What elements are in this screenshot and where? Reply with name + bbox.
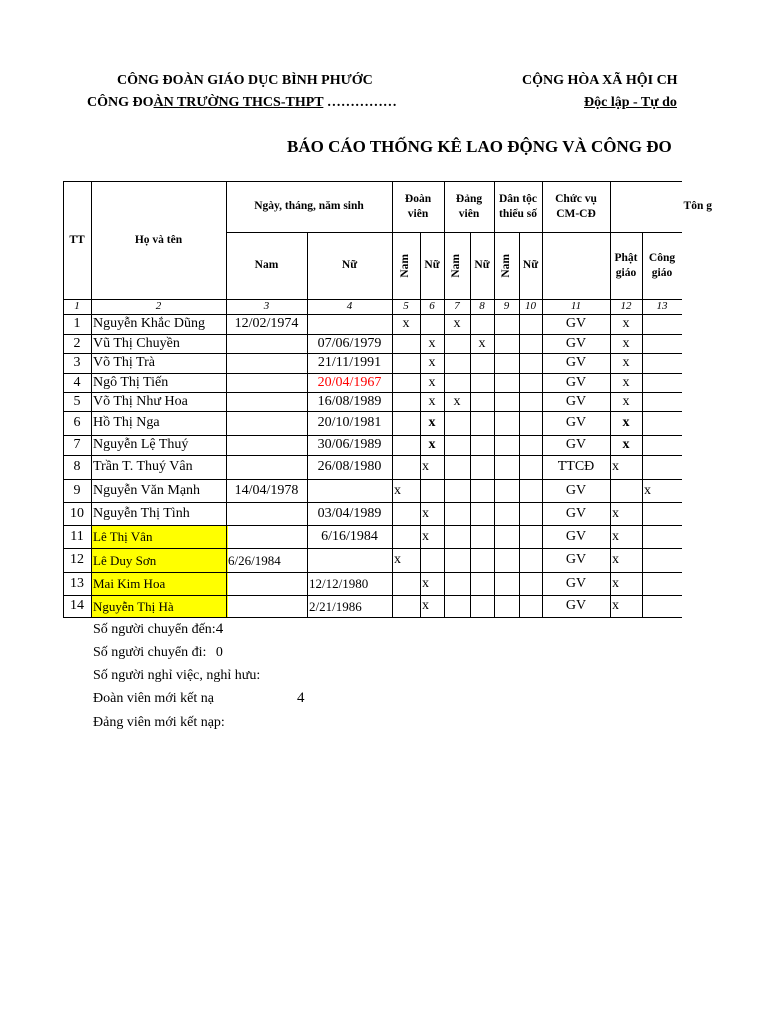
grid-col (392, 181, 393, 618)
cell-dt-nu (519, 502, 542, 525)
transferred-out-value: 0 (215, 645, 223, 660)
cell-dt-nam (494, 392, 519, 411)
cell-pos: GV (565, 374, 587, 390)
grid-row (63, 617, 682, 618)
cell-phat: x (612, 575, 619, 591)
cell-pos: GV (565, 415, 587, 430)
cell-pos: GV (565, 393, 587, 409)
header-ethnic-female: Nữ (522, 259, 539, 272)
cell-cong (642, 353, 682, 373)
cell-tt: 5 (73, 393, 81, 409)
cell-cong (642, 595, 684, 617)
cell-name: Mai Kim Hoa (91, 572, 228, 595)
col-number: 1 (74, 300, 80, 312)
cell-pos: GV (565, 575, 587, 591)
cell-dv-nam (392, 572, 422, 595)
cell-name: Nguyễn Thị Hà (91, 595, 228, 617)
header-union-l1: Đoàn (404, 193, 432, 206)
cell-name: Nguyễn Lệ Thuý (93, 437, 189, 452)
cell-male-dob (226, 334, 307, 353)
header-catholic-l2: giáo (651, 266, 673, 279)
cell-cong (642, 455, 684, 479)
cell-dt-nu (519, 411, 542, 435)
cell-dt-nam (494, 373, 519, 392)
cell-dt-nam (494, 548, 519, 572)
cell-dv-nam (392, 411, 420, 435)
header-ethnic-l2: thiểu số (498, 207, 538, 220)
transferred-out-label: Số người chuyển đi: (93, 645, 207, 660)
transferred-in-value: 4 (215, 621, 224, 637)
cell-cong (642, 334, 682, 353)
grid-col (470, 232, 471, 618)
header-party-male-label: Nam (450, 253, 463, 278)
cell-phat (610, 479, 644, 502)
header-ethnic (494, 181, 542, 232)
cell-female-dob: 30/06/1989 (317, 437, 382, 452)
cell-dang-nam (444, 595, 470, 617)
cell-phat: x (612, 528, 619, 544)
cell-dv-nam (392, 525, 422, 548)
cell-dt-nam (494, 479, 519, 502)
header-union-female: Nữ (424, 259, 440, 272)
summary-retired: Số người nghỉ việc, nghỉ hưu: (93, 668, 261, 683)
cell-cong (642, 435, 682, 455)
cell-dt-nam (494, 572, 519, 595)
header-catholic (642, 232, 682, 299)
grid-row (63, 502, 682, 503)
cell-cong (642, 572, 684, 595)
cell-dt-nam (494, 353, 519, 373)
cell-name: Võ Thị Như Hoa (93, 393, 188, 409)
cell-dv-nu: x (422, 528, 429, 544)
national-title-line1: CỘNG HÒA XÃ HỘI CH (522, 73, 678, 88)
cell-dv-nam (392, 373, 420, 392)
cell-cong (642, 502, 684, 525)
cell-tt: 2 (73, 335, 81, 351)
cell-pos: TTCĐ (557, 459, 595, 474)
header-dob-male: Nam (254, 259, 279, 272)
cell-tt: 7 (73, 437, 81, 452)
cell-pos: GV (565, 598, 587, 613)
cell-dv-nam: x (394, 482, 401, 498)
cell-female-dob: 21/11/1991 (317, 355, 382, 370)
cell-female-dob (307, 548, 392, 572)
header-position-l1: Chức vụ (555, 193, 597, 206)
cell-cong (642, 373, 682, 392)
cell-name: Ngô Thị Tiến (93, 374, 169, 390)
header-catholic-l1: Công (648, 252, 676, 265)
grid-row (63, 595, 682, 596)
header-union-male-label: Nam (399, 253, 412, 278)
cell-tt: 11 (70, 528, 84, 544)
header-buddhism (610, 232, 642, 299)
cell-pos: GV (565, 335, 587, 351)
cell-dt-nam (494, 411, 519, 435)
cell-tt: 6 (73, 415, 81, 430)
cell-male-dob (226, 373, 307, 392)
cell-phat: x (622, 374, 630, 390)
cell-dang-nu (470, 502, 494, 525)
grid-num-top (63, 299, 682, 300)
cell-dt-nu (519, 479, 542, 502)
col-number: 4 (346, 300, 353, 312)
cell-phat: x (612, 552, 619, 567)
cell-cong (642, 314, 682, 334)
col-number: 5 (403, 300, 409, 312)
header-union-l2: viên (407, 207, 429, 220)
header-dob: Ngày, tháng, năm sinh (254, 200, 364, 213)
cell-male-dob: 6/26/1984 (228, 552, 281, 568)
transferred-in-label: Số người chuyển đến: (93, 622, 216, 637)
cell-dv-nu: x (428, 374, 436, 390)
national-motto: Độc lập - Tự do (584, 95, 677, 110)
cell-female-dob: 2/21/1986 (309, 598, 362, 614)
cell-phat: x (622, 335, 630, 351)
cell-male-dob (226, 502, 307, 525)
cell-dt-nu (519, 595, 542, 617)
cell-name: Vũ Thị Chuyền (93, 335, 180, 351)
grid-col (63, 181, 64, 618)
header-party-female: Nữ (474, 259, 490, 272)
cell-dang-nu (470, 479, 494, 502)
grid-row (63, 334, 682, 335)
cell-dang-nam (444, 502, 470, 525)
cell-female-dob: 20/10/1981 (317, 415, 382, 430)
cell-tt: 8 (73, 459, 81, 474)
cell-male-dob (226, 353, 307, 373)
cell-male-dob (226, 572, 307, 595)
cell-male-dob: 12/02/1974 (234, 316, 299, 331)
cell-female-dob: 07/06/1979 (317, 335, 382, 351)
cell-dt-nu (519, 525, 542, 548)
col-number: 7 (454, 300, 460, 312)
cell-dt-nu (519, 392, 542, 411)
cell-tt: 4 (73, 374, 81, 390)
cell-phat: x (622, 415, 630, 430)
cell-dv-nu: x (422, 575, 429, 591)
cell-female-dob (307, 479, 392, 502)
header-party (444, 181, 494, 232)
grid-col (610, 181, 611, 618)
grid-top (63, 181, 682, 182)
cell-dang-nam (444, 525, 470, 548)
summary-transferred-in (93, 621, 223, 638)
cell-dt-nam (494, 455, 519, 479)
cell-female-dob: 26/08/1980 (317, 459, 382, 474)
cell-dv-nam (392, 334, 420, 353)
cell-dt-nu (519, 548, 542, 572)
col-number: 3 (263, 300, 270, 312)
union-name-prefix: CÔNG ĐO (87, 95, 154, 110)
cell-phat: x (622, 437, 630, 452)
grid-row (63, 392, 682, 393)
grid-col (420, 232, 421, 618)
cell-dv-nam: x (402, 316, 410, 331)
cell-dt-nam (494, 435, 519, 455)
cell-female-dob: 6/16/1984 (321, 528, 378, 544)
cell-dv-nu: x (428, 355, 436, 370)
cell-dt-nu (519, 435, 542, 455)
header-dob-female: Nữ (341, 259, 358, 272)
header-buddhism-l1: Phật (614, 252, 638, 265)
cell-male-dob (226, 411, 307, 435)
cell-name: Võ Thị Trà (93, 355, 155, 370)
cell-dang-nu (470, 373, 494, 392)
cell-dang-nam: x (453, 393, 461, 409)
cell-dang-nu (470, 572, 494, 595)
cell-dt-nam (494, 525, 519, 548)
cell-dv-nam (392, 502, 422, 525)
grid-row (63, 373, 682, 374)
cell-tt: 12 (70, 552, 84, 567)
header-ethnic-l1: Dân tộc (498, 193, 537, 206)
cell-dt-nu (519, 353, 542, 373)
cell-dv-nu: x (422, 505, 429, 521)
cell-dv-nu: x (428, 415, 436, 430)
grid-row (63, 455, 682, 456)
cell-dt-nu (519, 455, 542, 479)
cell-pos: GV (565, 482, 587, 498)
grid-col (494, 181, 495, 618)
grid-row (63, 411, 682, 412)
cell-dt-nu (519, 314, 542, 334)
col-number: 10 (525, 300, 536, 312)
cell-dang-nu (470, 548, 494, 572)
col-number: 11 (570, 300, 582, 312)
cell-dang-nam (444, 455, 470, 479)
cell-dang-nam: x (453, 316, 461, 331)
cell-dang-nam (444, 479, 470, 502)
cell-dv-nu (420, 548, 446, 572)
col-number: 12 (620, 300, 632, 312)
cell-phat: x (612, 459, 619, 474)
grid-col (91, 181, 92, 618)
cell-pos: GV (565, 505, 587, 521)
new-union-value: 4 (297, 690, 305, 706)
cell-dang-nam (444, 353, 470, 373)
cell-pos: GV (565, 355, 587, 370)
cell-dv-nam (392, 392, 420, 411)
cell-dv-nu: x (422, 598, 429, 613)
cell-dang-nu (470, 392, 494, 411)
cell-dv-nu: x (428, 393, 436, 409)
cell-male-dob (226, 392, 307, 411)
summary-transferred-out (93, 645, 223, 661)
cell-name: Nguyễn Khắc Dũng (93, 316, 205, 331)
cell-phat: x (622, 355, 630, 370)
grid-header-mid (226, 232, 682, 233)
col-number: 9 (503, 300, 510, 312)
cell-female-dob (307, 314, 392, 334)
cell-dv-nu: x (428, 437, 436, 452)
grid-row (63, 435, 682, 436)
grid-col (226, 181, 227, 618)
cell-dt-nam (494, 314, 519, 334)
cell-tt: 3 (73, 355, 81, 370)
cell-pos: GV (565, 528, 587, 544)
header-union (392, 181, 444, 232)
cell-dang-nu (470, 314, 494, 334)
cell-dv-nam: x (394, 552, 401, 567)
cell-female-dob: 16/08/1989 (317, 393, 382, 409)
summary-new-party: Đảng viên mới kết nạp: (93, 715, 225, 730)
cell-name: Hồ Thị Nga (93, 415, 160, 430)
cell-dang-nu: x (478, 335, 486, 351)
cell-pos: GV (565, 437, 587, 452)
cell-dang-nu (470, 455, 494, 479)
summary-new-union: Đoàn viên mới kết nạ (93, 691, 214, 706)
cell-cong (642, 548, 684, 572)
cell-dang-nu (470, 525, 494, 548)
cell-dang-nu (470, 435, 494, 455)
grid-col (519, 232, 520, 618)
header-tt: TT (69, 233, 85, 246)
header-ethnic-male-label: Nam (499, 253, 512, 278)
cell-dt-nam (494, 334, 519, 353)
cell-male-dob (226, 525, 307, 548)
cell-tt: 10 (70, 505, 84, 521)
grid-data-top (63, 314, 682, 315)
cell-pos: GV (565, 552, 587, 567)
cell-tt: 14 (70, 598, 84, 613)
col-number: 6 (429, 300, 435, 312)
grid-row (63, 353, 682, 354)
cell-dt-nu (519, 572, 542, 595)
cell-cong (642, 392, 682, 411)
cell-dt-nam (494, 502, 519, 525)
cell-dv-nam (392, 455, 422, 479)
grid-row (63, 548, 682, 549)
cell-dang-nam (444, 548, 470, 572)
cell-tt: 9 (73, 482, 81, 498)
header-name: Họ và tên (134, 233, 183, 246)
cell-phat: x (622, 316, 630, 331)
cell-male-dob (226, 435, 307, 455)
grid-col (444, 181, 445, 618)
header-position (542, 181, 610, 232)
cell-phat: x (612, 598, 619, 613)
grid-col (542, 181, 543, 618)
cell-dang-nam (444, 334, 470, 353)
header-party-male (444, 232, 470, 299)
cell-name: Lê Thị Vân (91, 525, 228, 548)
cell-cong: x (644, 482, 651, 498)
cell-phat: x (622, 393, 630, 409)
cell-dt-nu (519, 373, 542, 392)
cell-cong (642, 411, 682, 435)
cell-dv-nu (420, 479, 446, 502)
cell-dv-nam (392, 595, 422, 617)
header-union-male (392, 232, 420, 299)
header-party-l1: Đảng (455, 193, 483, 206)
union-name-line1: CÔNG ĐOÀN GIÁO DỤC BÌNH PHƯỚC (117, 73, 373, 88)
grid-row (63, 572, 682, 573)
union-name-suffix: …………… (323, 95, 397, 110)
cell-dang-nam (444, 435, 470, 455)
cell-name: Trần T. Thuý Vân (93, 459, 193, 474)
cell-tt: 1 (73, 316, 81, 331)
cell-male-dob: 14/04/1978 (234, 482, 299, 498)
header-religion: Tôn g (683, 200, 712, 213)
cell-dang-nam (444, 373, 470, 392)
cell-dv-nu: x (422, 459, 429, 474)
cell-name: Lê Duy Sơn (91, 548, 228, 572)
grid-col (307, 232, 308, 618)
cell-male-dob (226, 595, 307, 617)
cell-dv-nam (392, 353, 420, 373)
cell-dang-nu (470, 353, 494, 373)
grid-row (63, 525, 682, 526)
cell-dv-nu: x (428, 335, 436, 351)
cell-dang-nam (444, 572, 470, 595)
header-ethnic-male (494, 232, 519, 299)
cell-dt-nu (519, 334, 542, 353)
cell-name: Nguyễn Thị Tình (93, 505, 190, 521)
cell-pos: GV (565, 316, 587, 331)
grid-col (642, 232, 643, 618)
cell-male-dob (226, 455, 307, 479)
cell-female-dob: 20/04/1967 (317, 374, 382, 390)
cell-dv-nu (420, 314, 444, 334)
cell-female-dob: 03/04/1989 (317, 505, 382, 521)
cell-female-dob: 12/12/1980 (309, 576, 369, 591)
cell-name: Nguyễn Văn Mạnh (93, 482, 201, 498)
header-party-l2: viên (458, 207, 480, 220)
header-buddhism-l2: giáo (615, 266, 637, 279)
col-number: 8 (479, 300, 485, 312)
cell-dv-nam (392, 435, 420, 455)
cell-phat: x (612, 505, 619, 521)
cell-dang-nu (470, 595, 494, 617)
cell-dang-nam (444, 411, 470, 435)
report-title: BÁO CÁO THỐNG KÊ LAO ĐỘNG VÀ CÔNG ĐO (287, 137, 672, 156)
col-number: 2 (155, 300, 162, 312)
header-position-l2: CM-CĐ (556, 207, 596, 220)
cell-dt-nam (494, 595, 519, 617)
union-name-underlined: ÀN TRƯỜNG THCS-THPT (153, 95, 324, 110)
cell-dang-nu (470, 411, 494, 435)
grid-row (63, 479, 682, 480)
cell-tt: 13 (70, 575, 84, 591)
col-number: 13 (656, 300, 668, 312)
cell-cong (642, 525, 684, 548)
